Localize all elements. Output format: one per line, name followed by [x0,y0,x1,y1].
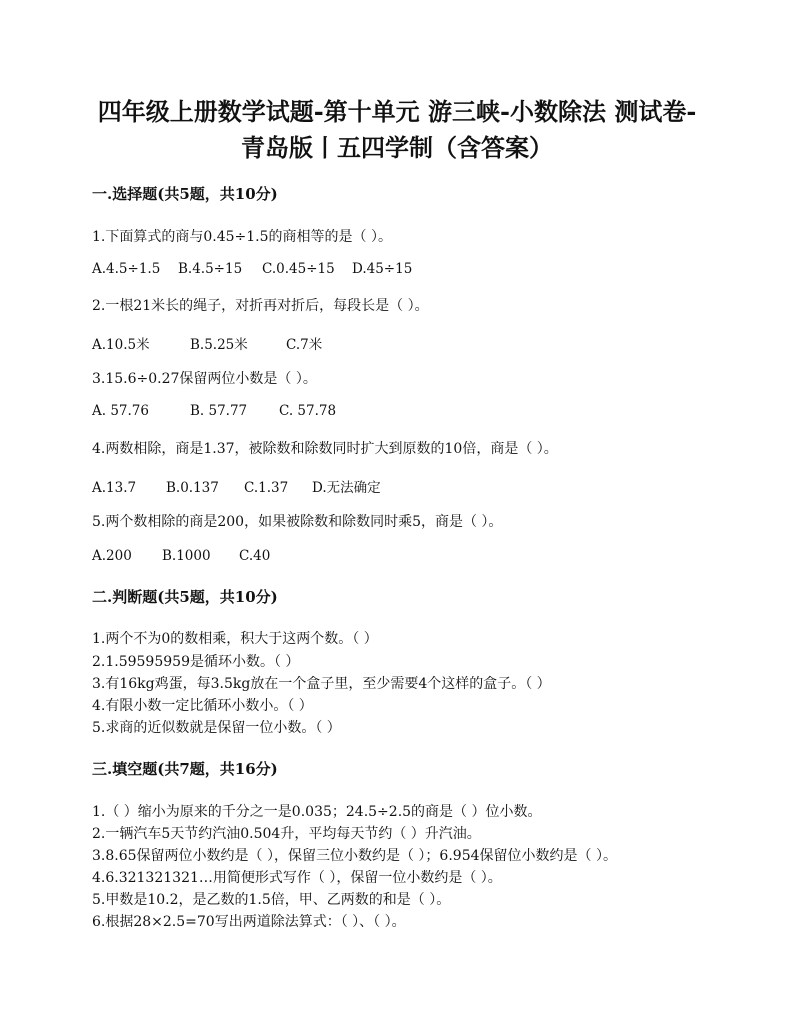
choice-options-5 [92,548,270,564]
option-b: B. 57.77 [190,403,248,419]
section-heading-fill: 三.填空题(共7题，共16分) [92,760,278,778]
judge-item-5: 5.求商的近似数就是保留一位小数。（ ） [92,720,341,736]
option-a: A.4.5÷1.5 [92,261,161,277]
choice-question-2: 2.一根21米长的绳子，对折再对折后，每段长是（ ）。 [92,298,429,314]
choice-options-3 [92,403,336,419]
option-d: D.45÷15 [352,261,413,277]
judge-item-1: 1.两个不为0的数相乘，积大于这两个数。（ ） [92,631,378,647]
fill-item-3: 3.8.65保留两位小数约是（ ），保留三位小数约是（ ）；6.954保留位小数约是（ ）。 [92,848,617,864]
choice-question-5: 5.两个数相除的商是200，如果被除数和除数同时乘5，商是（ ）。 [92,514,503,530]
choice-options-1 [92,261,412,277]
document-title-line-2: 青岛版丨五四学制（含答案） [241,133,553,162]
section-heading-judge: 二.判断题(共5题，共10分) [92,588,278,606]
fill-item-4: 4.6.321321321…用简便形式写作（ ），保留一位小数约是（ ）。 [92,870,502,886]
option-b: B.1000 [162,548,211,564]
choice-options-2 [92,333,322,353]
choice-options-4 [92,476,381,496]
option-c: C.1.37 [244,480,289,496]
option-c: C. 57.78 [279,403,337,419]
option-a: A.10.5米 [92,337,150,353]
option-c: C.40 [239,548,271,564]
judge-item-3: 3.有16kg鸡蛋，每3.5kg放在一个盒子里，至少需要4个这样的盒子。（ ） [92,676,551,692]
fill-item-2: 2.一辆汽车5天节约汽油0.504升，平均每天节约（ ）升汽油。 [92,826,481,842]
option-a: A. 57.76 [92,403,149,419]
choice-question-4: 4.两数相除，商是1.37，被除数和除数同时扩大到原数的10倍，商是（ ）。 [92,441,558,457]
option-c: C.0.45÷15 [262,261,335,277]
fill-item-5: 5.甲数是10.2，是乙数的1.5倍，甲、乙两数的和是（ ）。 [92,892,451,908]
option-d: D.无法确定 [312,480,381,496]
option-c: C.7米 [286,337,323,353]
document-title-line-1: 四年级上册数学试题-第十单元 游三峡-小数除法 测试卷- [97,97,697,126]
choice-question-1: 1.下面算式的商与0.45÷1.5的商相等的是（ ）。 [92,229,392,245]
option-a: A.13.7 [92,480,137,496]
option-b: B.4.5÷15 [178,261,243,277]
option-a: A.200 [92,548,132,564]
option-b: B.5.25米 [190,337,248,353]
judge-item-2: 2.1.59595959是循环小数。（ ） [92,654,300,670]
judge-item-4: 4.有限小数一定比循环小数小。（ ） [92,698,313,714]
choice-question-3: 3.15.6÷0.27保留两位小数是（ ）。 [92,371,317,387]
section-heading-choice: 一.选择题(共5题，共10分) [92,185,278,203]
option-b: B.0.137 [166,480,219,496]
fill-item-6: 6.根据28×2.5=70写出两道除法算式：（ ）、（ ）。 [92,914,406,930]
fill-item-1: 1.（ ）缩小为原来的千分之一是0.035；24.5÷2.5的商是（ ）位小数。 [92,804,542,820]
